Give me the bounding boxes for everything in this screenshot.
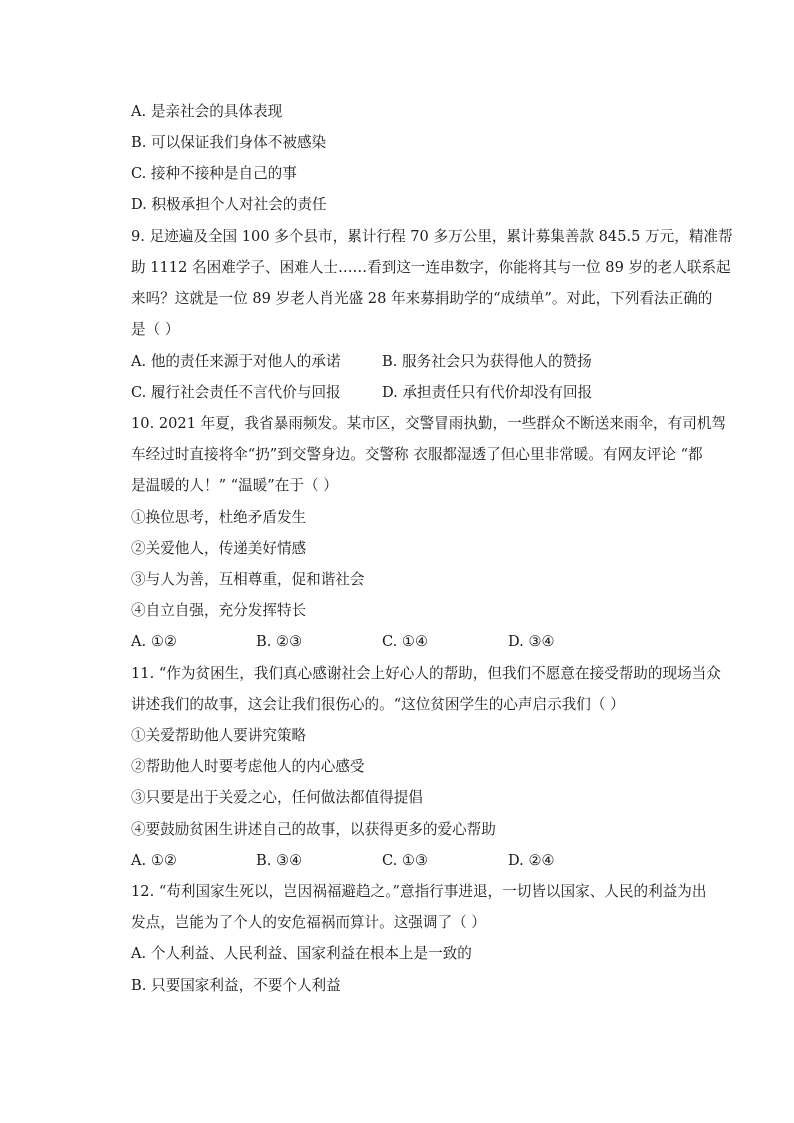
q10-option-b: B. ②③ — [256, 633, 303, 650]
q11-item-3: ③只要是出于关爱之心，任何做法都值得提倡 — [131, 789, 423, 806]
q8-option-a: A. 是亲社会的具体表现 — [131, 103, 283, 120]
q8-option-d: D. 积极承担个人对社会的责任 — [131, 196, 327, 213]
q11-option-b: B. ③④ — [256, 852, 303, 869]
q11-option-d: D. ②④ — [508, 852, 555, 869]
q12-option-b: B. 只要国家利益，不要个人利益 — [131, 977, 341, 994]
q10-option-d: D. ③④ — [508, 633, 555, 650]
q10-option-a: A. ①② — [131, 633, 177, 650]
q9-option-c: C. 履行社会责任不言代价与回报 — [131, 384, 341, 401]
q11-stem-line-2: 讲述我们的故事，这会让我们很伤心的。“这位贫困学生的心声启示我们（ ） — [131, 696, 625, 713]
q11-option-a: A. ①② — [131, 852, 177, 869]
q9-option-b: B. 服务社会只为获得他人的赞扬 — [382, 353, 592, 370]
q12-stem-line-1: 12. “苟利国家生死以，岂因祸福避趋之。”意指行事进退，一切皆以国家、人民的利益为出 — [131, 883, 707, 900]
q10-item-1: ①换位思考，杜绝矛盾发生 — [131, 509, 307, 526]
q11-option-c: C. ①③ — [382, 852, 429, 869]
q8-option-b: B. 可以保证我们身体不被感染 — [131, 134, 327, 151]
q9-stem-line-3: 来吗？这就是一位 89 岁老人肖光盛 28 年来募捐助学的“成绩单”。对此，下列看法正确的 — [131, 290, 713, 307]
q9-stem-line-2: 助 1112 名困难学子、困难人士……看到这一连串数字，你能将其与一位 89 岁的老人联系起 — [131, 259, 731, 276]
q11-item-4: ④要鼓励贫困生讲述自己的故事，以获得更多的爱心帮助 — [131, 821, 496, 838]
q9-stem-line-1: 9. 足迹遍及全国 100 多个县市，累计行程 70 多万公里，累计募集善款 845.5 万元，精准帮 — [131, 228, 733, 245]
q9-options-row-2 — [131, 383, 691, 403]
q12-option-a: A. 个人利益、人民利益、国家利益在根本上是一致的 — [131, 945, 472, 962]
q10-option-c: C. ①④ — [382, 633, 429, 650]
q9-option-a: A. 他的责任来源于对他人的承诺 — [131, 353, 341, 370]
q10-stem-line-1: 10. 2021 年夏，我省暴雨频发。某市区，交警冒雨执勤，一些群众不断送来雨伞，有司机驾 — [131, 415, 727, 432]
q10-options-row — [131, 632, 691, 652]
q11-item-2: ②帮助他人时要考虑他人的内心感受 — [131, 758, 365, 775]
q11-item-1: ①关爱帮助他人要讲究策略 — [131, 727, 307, 744]
q9-option-d: D. 承担责任只有代价却没有回报 — [382, 384, 593, 401]
q8-option-c: C. 接种不接种是自己的事 — [131, 165, 297, 182]
q10-item-3: ③与人为善，互相尊重，促和谐社会 — [131, 571, 365, 588]
q9-options-row-1 — [131, 352, 691, 372]
q10-item-4: ④自立自强，充分发挥特长 — [131, 602, 307, 619]
q10-item-2: ②关爱他人，传递美好情感 — [131, 540, 307, 557]
q9-stem-line-4: 是（ ） — [131, 321, 180, 338]
q10-stem-line-3: 是温暖的人！” “温暖”在于（ ） — [131, 477, 338, 494]
q11-options-row — [131, 851, 691, 871]
q11-stem-line-1: 11. “作为贫困生，我们真心感谢社会上好心人的帮助，但我们不愿意在接受帮助的现场当众 — [131, 665, 721, 682]
q12-stem-line-2: 发点，岂能为了个人的安危福祸而算计。这强调了（ ） — [131, 914, 486, 931]
q10-stem-line-2: 车经过时直接将伞“扔”到交警身边。交警称 衣服都湿透了但心里非常暖。有网友评论 “都 — [131, 446, 703, 463]
